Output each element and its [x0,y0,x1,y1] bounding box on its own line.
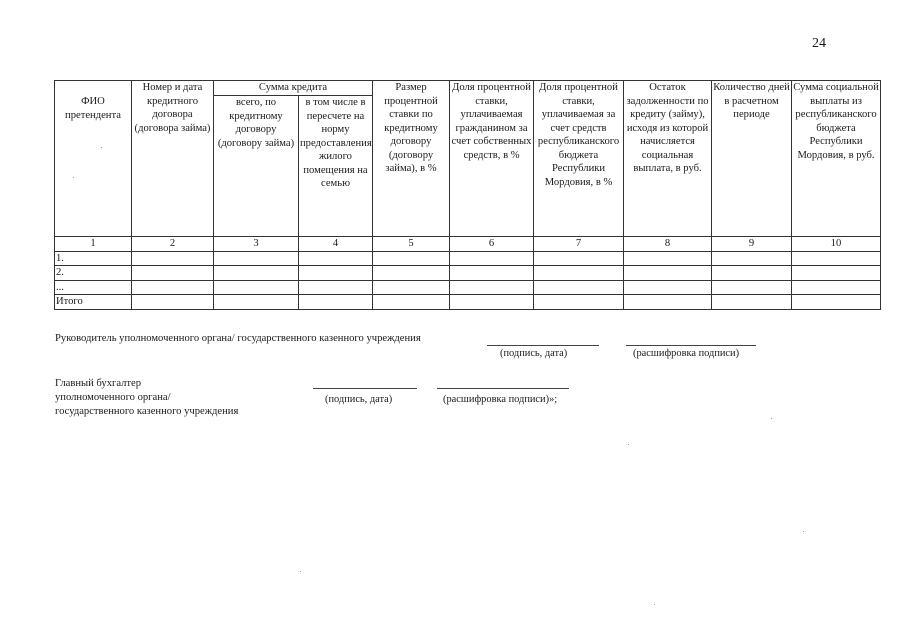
column-number: 7 [534,237,624,252]
accountant-name-caption: (расшифровка подписи)»; [443,394,558,405]
accountant-sign-caption: (подпись, дата) [325,394,393,405]
table-row [55,280,881,295]
empty-cell [299,280,373,295]
row-label: 2. [55,266,132,281]
header-row-1 [55,81,881,96]
accountant-signature-line [313,388,417,389]
table-row-total [55,295,881,310]
empty-cell [214,266,299,281]
empty-cell [712,280,792,295]
empty-cell [792,266,881,281]
header-republic-share: Доля процентной ставки, уплачиваемая за счет средств республиканского бюджета Республики Мордовия, в % [534,81,624,237]
page-number: 24 [812,36,826,51]
empty-cell [534,280,624,295]
row-label: Итого [55,295,132,310]
accountant-label-line: государственного казенного учреждения [55,405,239,417]
scan-speck [628,444,629,445]
scan-speck [771,418,772,419]
empty-cell [373,295,450,310]
header-citizen-share: Доля процентной ставки, уплачиваемая гражданином за счет собственных средств, в % [450,81,534,237]
scan-speck [803,531,804,532]
scan-speck [73,177,74,178]
empty-cell [373,266,450,281]
accountant-signature-label [55,377,238,418]
empty-cell [712,251,792,266]
empty-cell [132,251,214,266]
column-number: 8 [624,237,712,252]
empty-cell [534,295,624,310]
column-number: 1 [55,237,132,252]
empty-cell [132,266,214,281]
column-number: 6 [450,237,534,252]
empty-cell [373,280,450,295]
empty-cell [712,295,792,310]
empty-cell [132,280,214,295]
accountant-label-line: уполномоченного органа/ [55,391,171,403]
empty-cell [450,280,534,295]
column-number: 2 [132,237,214,252]
head-name-caption: (расшифровка подписи) [633,348,740,359]
empty-cell [624,251,712,266]
empty-cell [534,251,624,266]
empty-cell [792,295,881,310]
row-label: ... [55,280,132,295]
column-number: 4 [299,237,373,252]
empty-cell [299,266,373,281]
row-label: 1. [55,251,132,266]
empty-cell [373,251,450,266]
empty-cell [712,266,792,281]
social-payment-table [54,80,881,310]
empty-cell [624,280,712,295]
empty-cell [214,280,299,295]
header-fio: ФИО претендента [55,81,132,237]
empty-cell [534,266,624,281]
head-signature-label: Руководитель уполномоченного органа/ государственного казенного учреждения [55,333,421,344]
accountant-name-line [437,388,569,389]
header-loan-total: всего, по кредитному договору (договору займа) [214,96,299,237]
empty-cell [214,251,299,266]
head-name-line [626,345,756,346]
empty-cell [299,295,373,310]
head-sign-caption: (подпись, дата) [500,348,568,359]
empty-cell [792,280,881,295]
empty-cell [299,251,373,266]
scan-speck [300,571,301,572]
scan-speck [654,604,655,605]
accountant-label-line: Главный бухгалтер [55,378,142,389]
empty-cell [624,295,712,310]
empty-cell [450,295,534,310]
column-number: 3 [214,237,299,252]
header-contract: Номер и дата кредитного договора (договора займа) [132,81,214,237]
header-payment-sum: Сумма социальной выплаты из республиканского бюджета Республики Мордовия, в руб. [792,81,881,237]
table-row [55,251,881,266]
empty-cell [624,266,712,281]
empty-cell [132,295,214,310]
empty-cell [792,251,881,266]
head-signature-line [487,345,599,346]
column-number: 9 [712,237,792,252]
header-rate: Размер процентной ставки по кредитному договору (договору займа), в % [373,81,450,237]
column-number: 10 [792,237,881,252]
header-days: Количество дней в расчетном периоде [712,81,792,237]
column-number: 5 [373,237,450,252]
empty-cell [450,251,534,266]
table-row [55,266,881,281]
column-number-row [55,237,881,252]
header-debt-balance: Остаток задолженности по кредиту (займу), исходя из которой начисляется социальная выплата, в руб. [624,81,712,237]
empty-cell [450,266,534,281]
header-loan-sum: Сумма кредита [214,81,373,96]
empty-cell [214,295,299,310]
scan-speck [101,147,102,148]
header-loan-norm: в том числе в пересчете на норму предоставления жилого помещения на семью [299,96,373,237]
